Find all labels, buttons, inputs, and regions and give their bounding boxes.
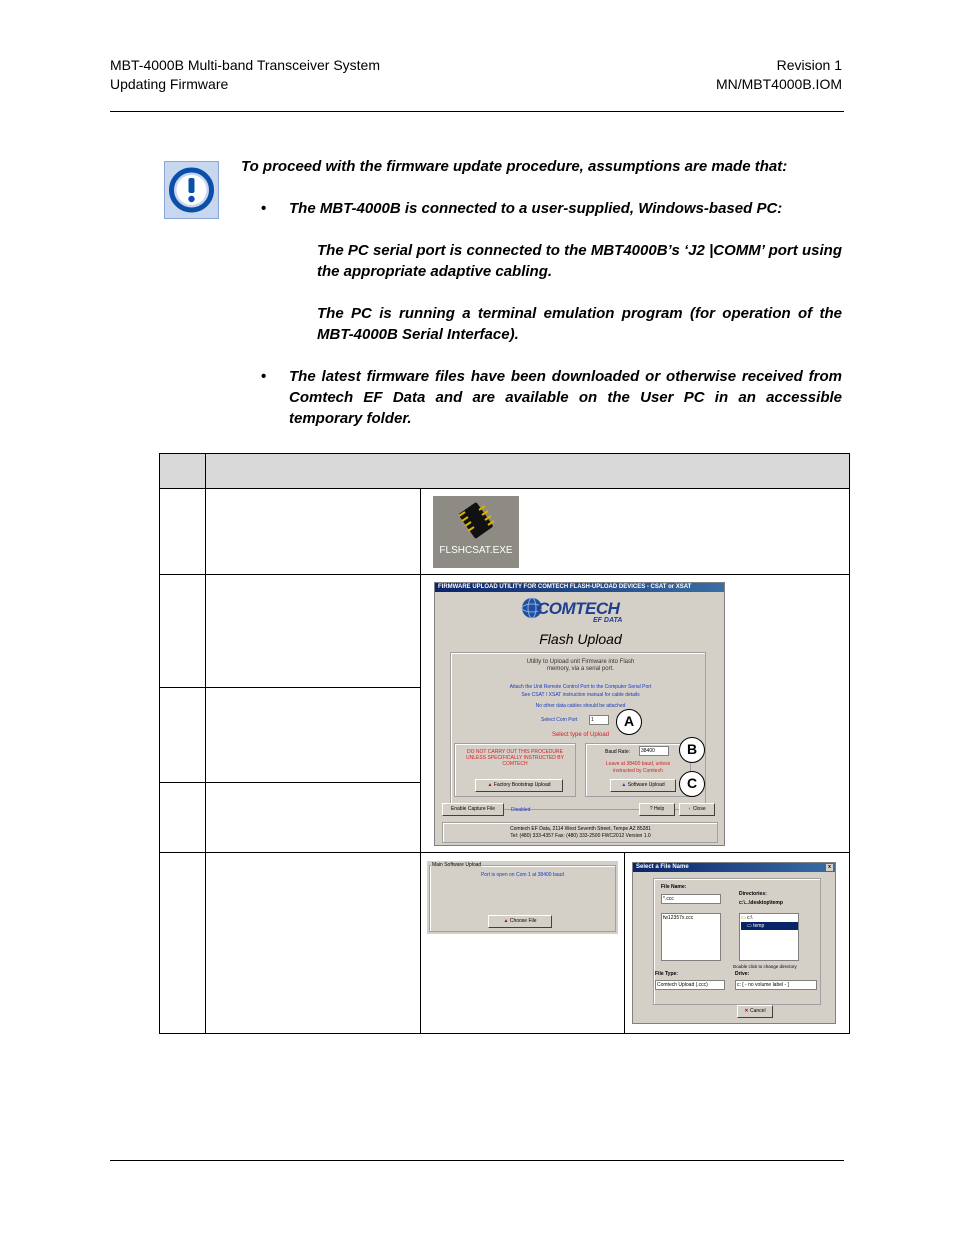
dialog-title: Select a File Name: [636, 864, 689, 870]
factory-button-label: Factory Bootstrap Upload: [493, 782, 551, 788]
directory-list[interactable]: [739, 913, 799, 961]
bullet-1-text: The MBT-4000B is connected to a user-supplied, Windows-based PC:: [289, 200, 783, 217]
com-port-value: 1: [591, 717, 594, 723]
choose-file-label: Choose File: [509, 918, 537, 924]
notice-intro: To proceed with the firmware update procedure, assumptions are made that:: [241, 158, 788, 175]
close-icon: ◐: [688, 806, 693, 812]
file-name-label: File Name:: [661, 884, 687, 890]
warning-line-1: DO NOT CARRY OUT THIS PROCEDURE: [467, 749, 563, 755]
dialog-titlebar: [633, 863, 835, 872]
bullet-glyph: •: [261, 368, 267, 385]
main-upload-group-title: Main Software Upload: [432, 862, 482, 868]
dir-selected-label: temp: [753, 923, 765, 929]
important-notice-icon: [164, 161, 219, 219]
footer-contact: Tel: (480) 333-4357 Fax: (480) 333-2500 FWC2012 Version 1.0: [510, 833, 651, 839]
chip-icon: [453, 502, 497, 542]
manual-number: MN/MBT4000B.IOM: [715, 76, 842, 92]
open-folder-icon: ▭: [747, 923, 752, 929]
flash-upload-titlebar: FIRMWARE UPLOAD UTILITY FOR COMTECH FLASH-UPLOAD DEVICES - CSAT or XSAT: [435, 583, 724, 592]
attach-line-1: Attach the Unit Remote Control Port to the Computer Serial Port: [509, 684, 652, 690]
baud-rate-select[interactable]: [639, 746, 669, 756]
up-arrow-icon: ▲: [503, 918, 510, 924]
file-name-input[interactable]: [661, 894, 721, 904]
directory-hint: Double click to change directory: [733, 964, 797, 969]
port-status: Port is open on Com 1 at 38400 baud: [480, 872, 565, 878]
desc-line-1: Utility to Upload unit Firmware into Flash: [526, 659, 635, 665]
close-button[interactable]: [679, 803, 715, 816]
cancel-button-label: Cancel: [750, 1008, 766, 1014]
drive-label: Drive:: [735, 971, 750, 977]
file-type-label: File Type:: [655, 971, 678, 977]
document-title: MBT-4000B Multi-band Transceiver System: [110, 57, 380, 73]
file-list-item[interactable]: fw12357x.ccc: [663, 915, 694, 921]
notice-block: [241, 156, 842, 429]
callout-a: A: [616, 709, 642, 735]
directory-item-root[interactable]: [741, 914, 798, 922]
callout-b: B: [679, 737, 705, 763]
up-arrow-icon: ▲: [621, 782, 628, 788]
icon-label: FLSHCSAT.EXE: [439, 545, 513, 556]
dir-root-label: c:\: [747, 915, 753, 921]
warning-line-2: UNLESS SPECIFICALLY INSTRUCTED BY: [466, 755, 564, 761]
logo-text: COMTECH: [537, 599, 620, 618]
table-header-row: [160, 453, 850, 488]
file-type-value: Comtech Upload (.ccc): [657, 982, 708, 988]
notice-sub-1: The PC serial port is connected to the MBT4000B’s ‘J2 |COMM’ port using the appropriate adaptive cabling.: [317, 242, 842, 280]
cancel-button[interactable]: [737, 1005, 773, 1018]
help-button[interactable]: [639, 803, 675, 816]
folder-icon: ▭: [741, 915, 746, 921]
file-name-value: *.ccc: [663, 896, 674, 902]
enable-capture-file-button[interactable]: Enable Capture File: [442, 803, 504, 816]
header-right: [716, 56, 842, 94]
flshcsat-exe-icon[interactable]: [433, 496, 519, 568]
cancel-x-icon: ✕: [744, 1008, 750, 1014]
logo-subtext: EF DATA: [593, 617, 623, 624]
flash-upload-window: [434, 582, 725, 846]
baud-rate-value: 38400: [641, 748, 655, 754]
leave-line-2: instructed by Comtech: [613, 768, 663, 774]
drive-value: c: [ - no volume label - ]: [737, 982, 789, 988]
upload-type-label: Select type of Upload: [551, 732, 610, 738]
notice-bullet-2: [241, 366, 842, 429]
baud-rate-label: Baud Rate:: [605, 749, 631, 755]
choose-file-button[interactable]: [488, 915, 552, 928]
header-left: [110, 56, 380, 94]
footer-address: Comtech EF Data, 2114 West Seventh Street, Tempe AZ 85281: [510, 826, 651, 832]
bullet-glyph: •: [261, 200, 267, 217]
directory-item-temp[interactable]: [741, 922, 798, 930]
revision-label: Revision 1: [776, 57, 842, 73]
com-port-select[interactable]: [589, 715, 609, 725]
section-title: Updating Firmware: [110, 76, 229, 92]
capture-status: Disabled: [511, 807, 531, 813]
com-port-label: Select Com Port: [541, 717, 578, 723]
file-list[interactable]: [661, 913, 721, 961]
flash-upload-heading: Flash Upload: [539, 631, 622, 647]
attach-line-2: See CSAT / XSAT instruction manual for cable details: [521, 692, 640, 698]
desc-line-2: memory, via a serial port.: [547, 666, 614, 672]
close-button-label: Close: [692, 806, 706, 812]
factory-bootstrap-upload-button[interactable]: [475, 779, 563, 792]
header-rule: [110, 111, 844, 112]
notice-bullet-1: [241, 198, 842, 219]
footer-rule: [110, 1160, 844, 1161]
bullet-2-text: The latest firmware files have been downloaded or otherwise received from Comtech EF Data and are available on the User PC in an accessible temporary folder.: [289, 368, 842, 427]
comtech-logo: [521, 597, 641, 627]
software-button-label: Software Upload: [627, 782, 665, 788]
main-software-upload-panel: [427, 861, 618, 934]
drive-select[interactable]: [735, 980, 817, 990]
notice-sub-2: The PC is running a terminal emulation program (for operation of the MBT-4000B Serial Interface).: [317, 305, 842, 343]
attach-line-3: No other data cables should be attached: [535, 703, 626, 709]
directories-path: c:\...\desktop\temp: [739, 900, 783, 906]
callout-c: C: [679, 771, 705, 797]
help-icon: ?: [649, 806, 654, 812]
warning-line-3: COMTECH: [502, 761, 528, 767]
file-type-select[interactable]: [655, 980, 725, 990]
dialog-close-icon[interactable]: x: [826, 864, 833, 871]
help-button-label: Help: [653, 806, 665, 812]
select-file-dialog: [632, 862, 836, 1024]
leave-line-1: Leave at 38400 baud, unless: [605, 761, 671, 767]
software-upload-button[interactable]: [610, 779, 676, 792]
directories-label: Directories:: [739, 891, 767, 897]
up-arrow-icon: ▲: [487, 782, 494, 788]
